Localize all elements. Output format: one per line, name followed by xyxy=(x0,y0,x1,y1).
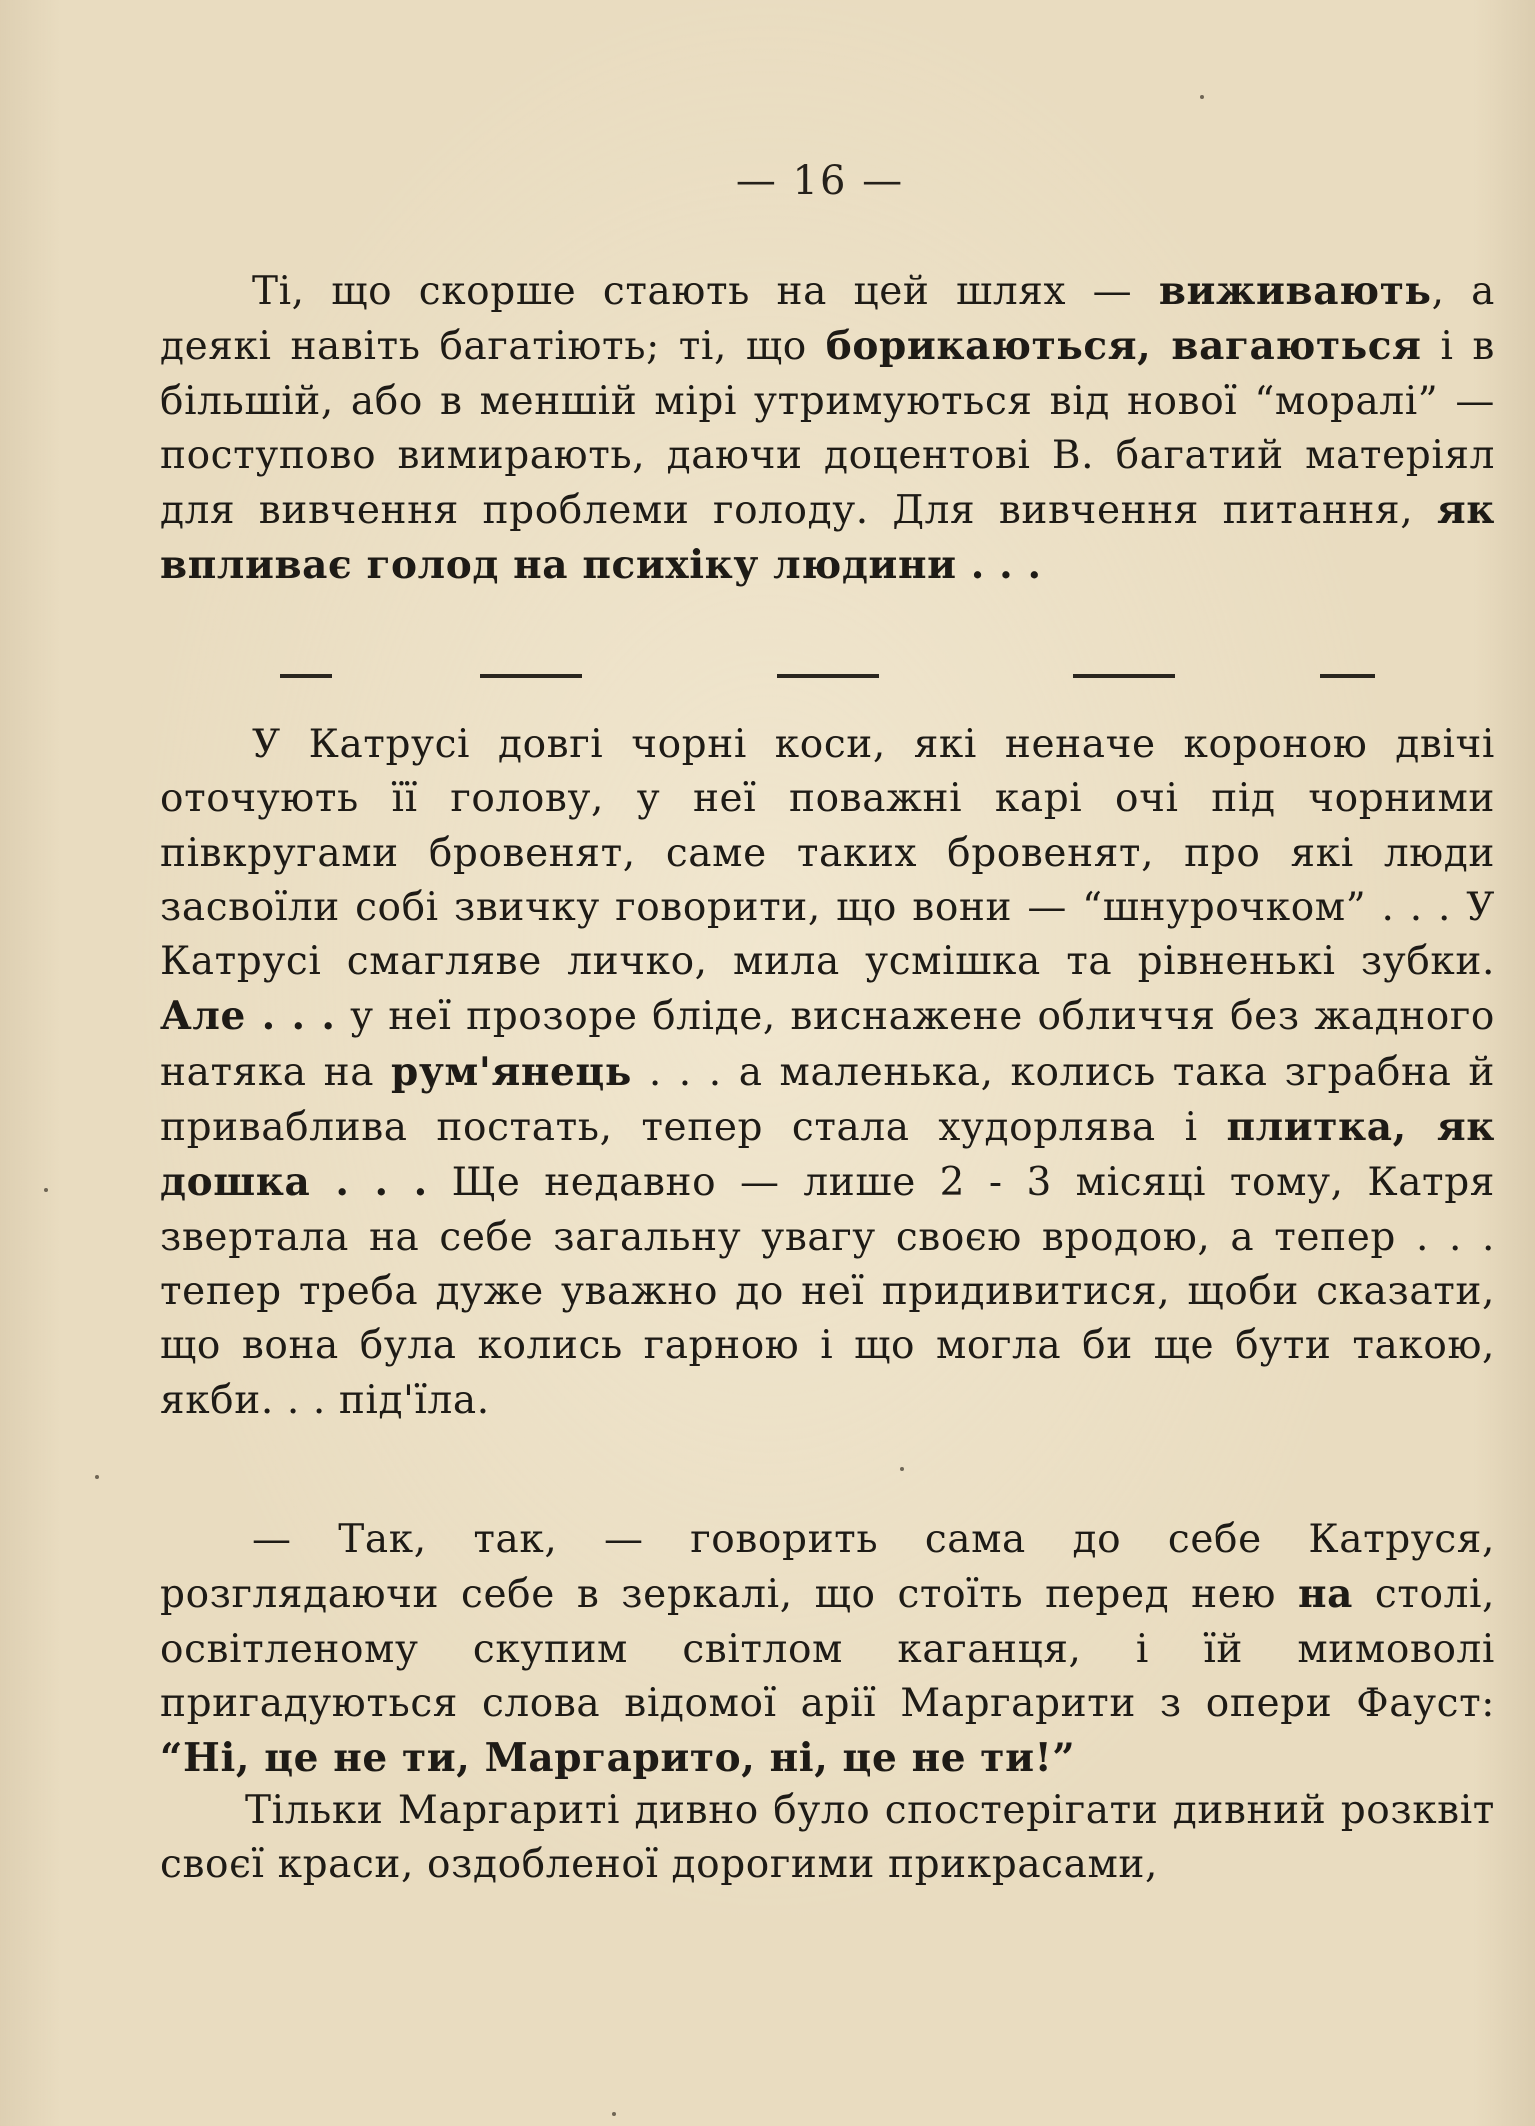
paragraph-2-bold-b: рум'янець xyxy=(391,1048,632,1095)
paragraph-1-bold-3: як впливає голод на психіку людини . . . xyxy=(160,487,1495,589)
divider-dash xyxy=(280,674,332,678)
paragraph-3-bold-a: на xyxy=(1297,1571,1353,1618)
page-number: — 16 — xyxy=(735,158,905,204)
paragraph-3-bold-b: “Ні, це не ти, Маргарито, ні, це не ти!” xyxy=(160,1735,1076,1782)
paragraph-2 xyxy=(160,718,1495,1428)
print-speck xyxy=(1200,95,1204,99)
divider-dash xyxy=(1073,674,1175,678)
paragraph-1-text-3: і в більшій, або в меншій мірі утримуються від нової “моралі” — поступово вимирають, даючи доцентові В. багатий матеріял для вивчення проблеми голоду. Для вивчення питання, xyxy=(160,324,1495,534)
paragraph-3 xyxy=(160,1513,1495,1786)
section-divider xyxy=(280,674,1380,678)
paragraph-4 xyxy=(160,1784,1495,1893)
divider-dash xyxy=(1320,674,1375,678)
paragraph-1 xyxy=(160,264,1495,594)
paragraph-3-text-a: — Так, так, — говорить сама до себе Катруся, розглядаючи себе в зеркалі, що стоїть перед нею xyxy=(160,1517,1495,1618)
paragraph-1-bold-2: борикаються, вагаються xyxy=(825,323,1422,370)
paragraph-2-text-a: У Катрусі довгі чорні коси, які неначе короною двічі оточують її голову, у неї поважні карі очі під чорними півкругами бровенят, саме таких бровенят, про які люди засвоїли собі звичку говорити, що вони — “шнурочком” . . . У Катрусі смагляве личко, мила усмішка та рівненькі зубки. xyxy=(160,722,1495,985)
paragraph-2-text-d: Ще недавно — лише 2 - 3 місяці тому, Катря звертала на себе загальну увагу своєю вродою, а тепер . . . тепер треба дуже уважно до неї придивитися, щоби сказати, що вона була колись гарною і що могла би ще бути такою, якби. . . під'їла. xyxy=(160,1160,1495,1423)
paragraph-3-text-b: столі, освітленому скупим світлом каганця, і їй мимоволі пригадуються слова відомої арії Маргарити з опери Фауст: xyxy=(160,1572,1496,1726)
print-speck xyxy=(95,1475,99,1479)
paragraph-1-bold-1: виживають xyxy=(1158,268,1432,314)
paragraph-4-text: Тільки Маргариті дивно було спостерігати дивний розквіт своєї краси, оздобленої дорогими прикрасами, xyxy=(160,1788,1495,1888)
paragraph-1-text-2: , а деякі навіть багатіють; ті, що xyxy=(160,269,1495,370)
paragraph-2-text-b: у неї прозоре бліде, виснажене обличчя без жадного натяка на xyxy=(160,994,1495,1095)
divider-dash xyxy=(777,674,879,678)
print-speck xyxy=(900,1467,904,1471)
print-speck xyxy=(44,1188,48,1192)
divider-dash xyxy=(480,674,582,678)
paragraph-1-text: Ті, що скорше стають на цей шлях — xyxy=(252,269,1159,314)
paragraph-2-text-c: . . . а маленька, колись така зграбна й приваблива постать, тепер стала худорлява і xyxy=(160,1049,1495,1151)
print-speck xyxy=(612,2112,616,2116)
paragraph-2-bold-a: Але . . . xyxy=(160,993,336,1040)
paragraph-2-bold-c: плитка, як дошка . . . xyxy=(160,1104,1495,1206)
